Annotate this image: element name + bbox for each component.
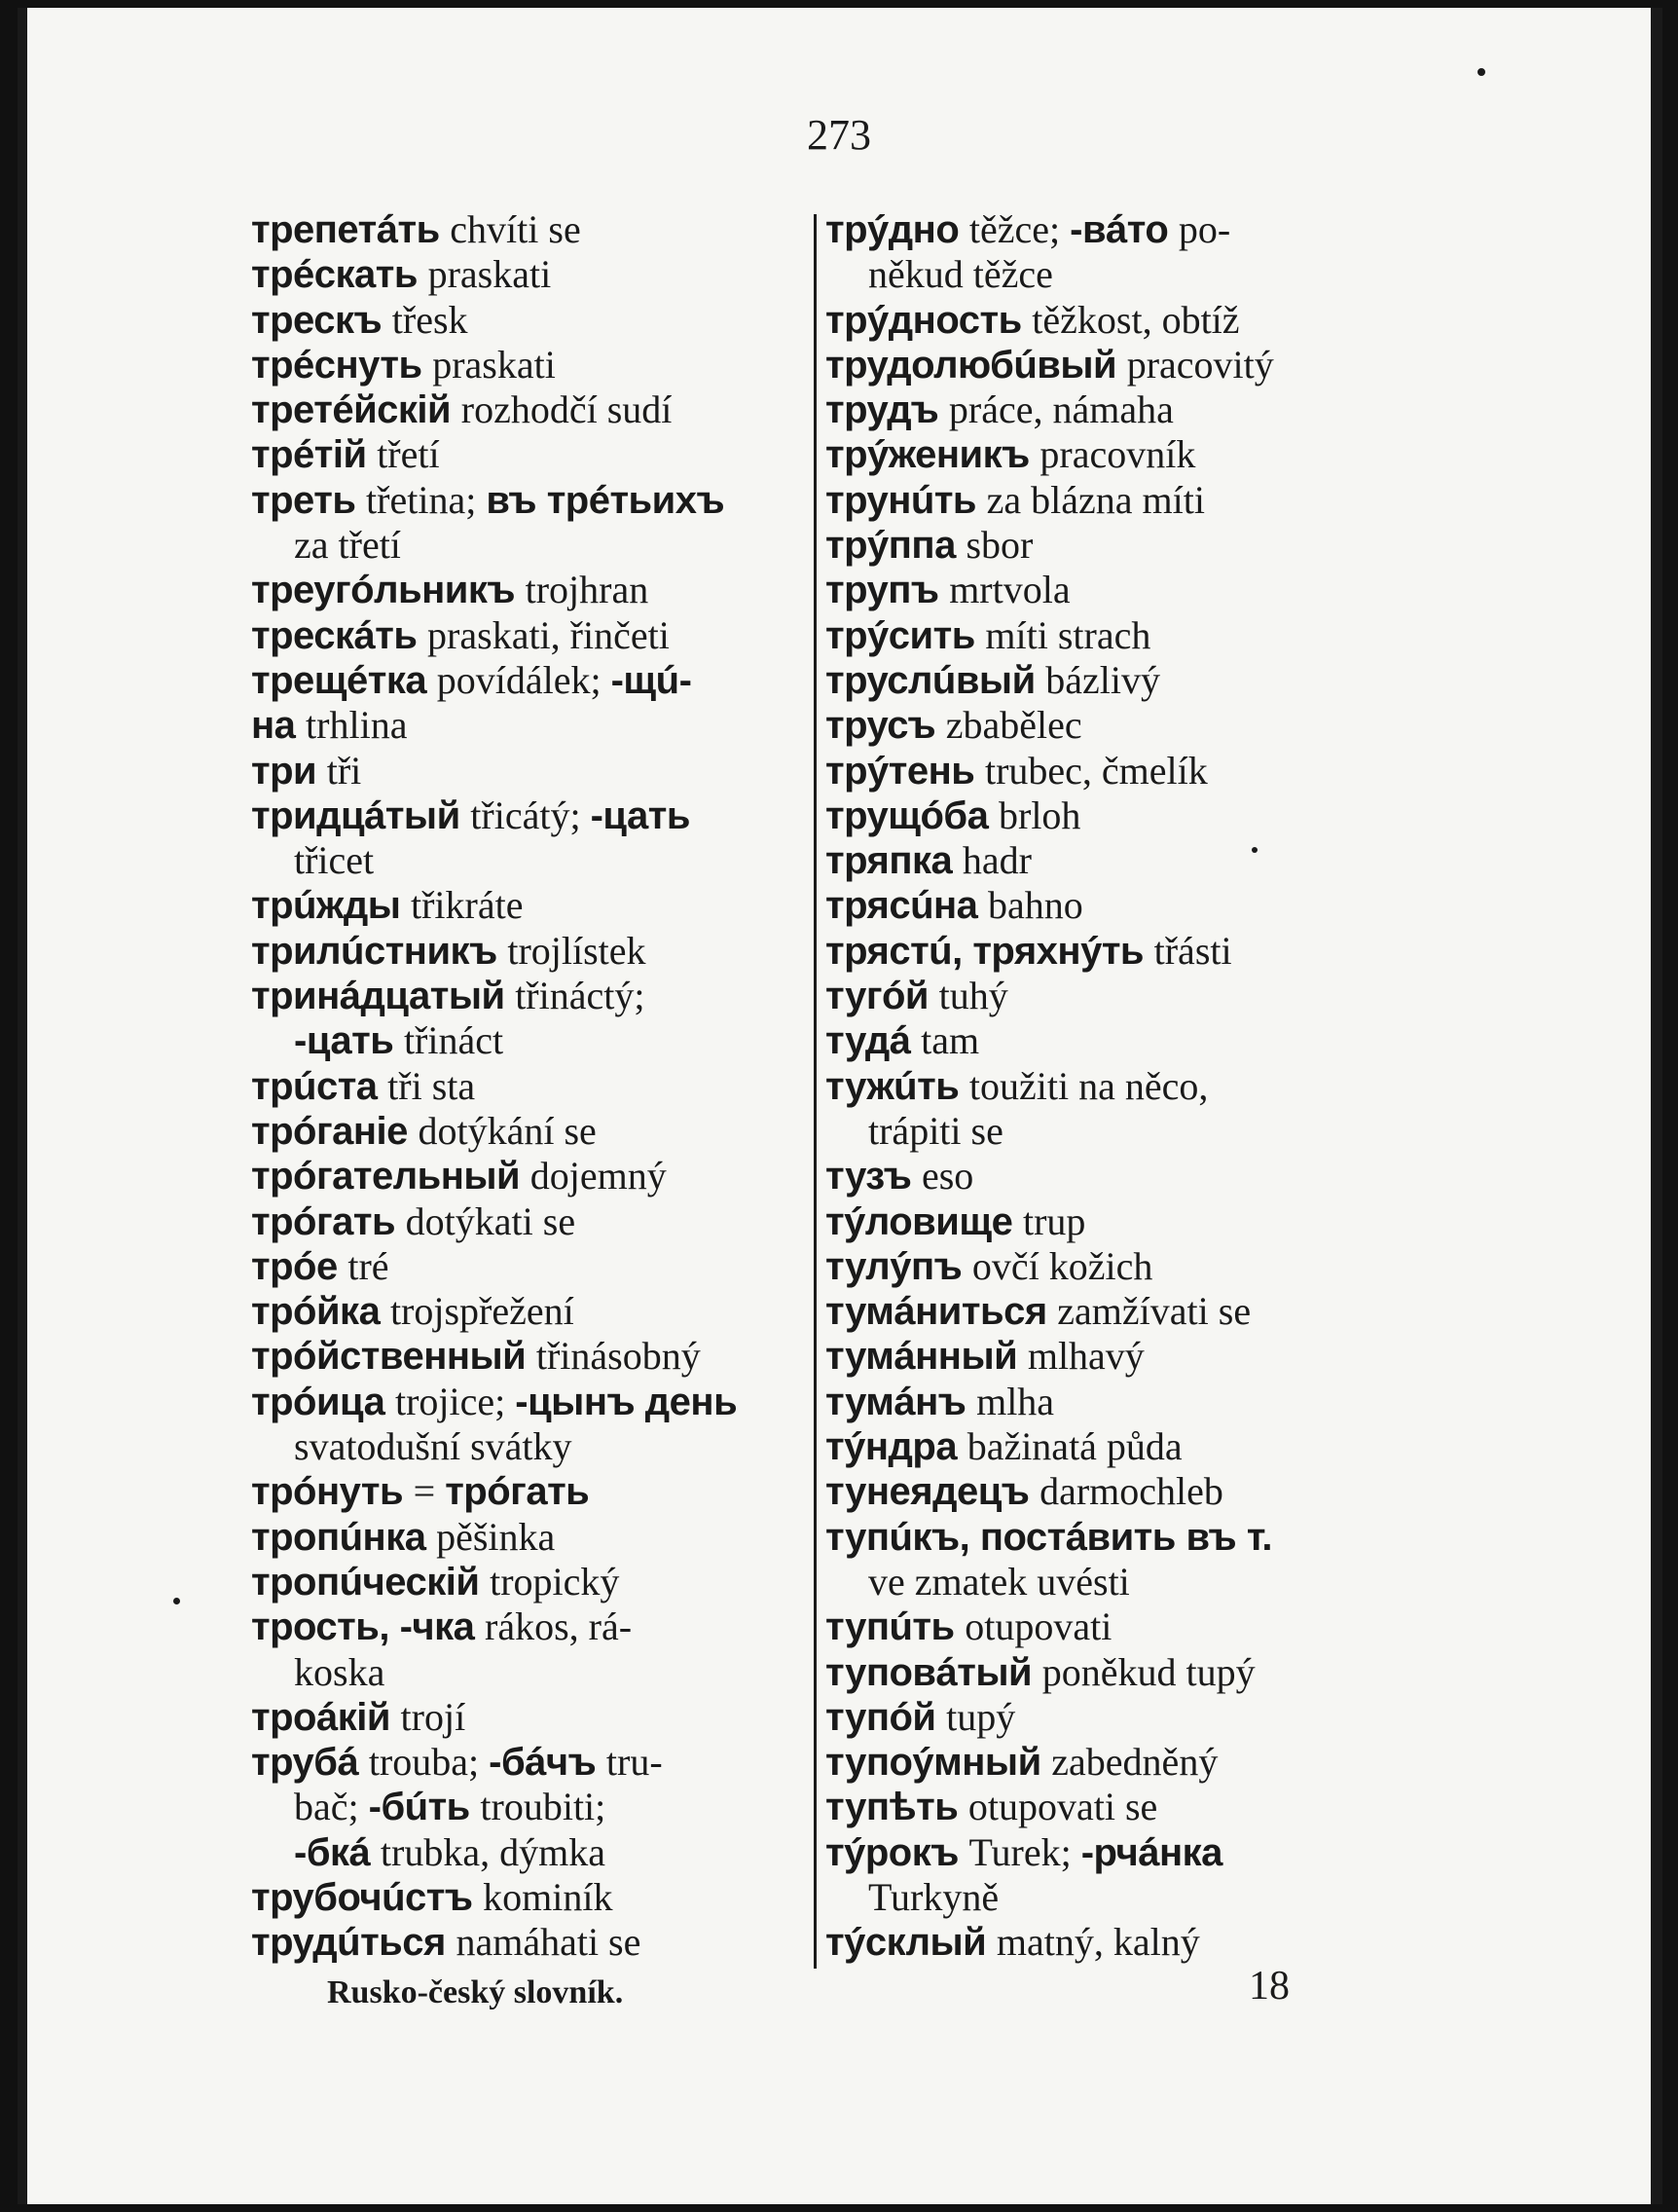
dictionary-entry [251, 883, 825, 928]
dictionary-entry [251, 478, 825, 523]
dictionary-entry [251, 1199, 825, 1244]
dictionary-entry [251, 1740, 825, 1785]
translation: bázlivý [1045, 657, 1161, 702]
translation: trápiti se [868, 1108, 1003, 1153]
headword: тугóй [825, 975, 939, 1018]
headword: трéтій [251, 433, 378, 477]
dictionary-entry [825, 838, 1409, 883]
headword: троáкій [251, 1695, 401, 1739]
headword: тринáдцатый [251, 975, 516, 1018]
dictionary-entry [251, 568, 825, 612]
headword: трýдность [825, 298, 1033, 342]
dictionary-entry [251, 703, 825, 748]
translation: matný, kalný [996, 1920, 1200, 1965]
headword: тупúть [825, 1605, 966, 1649]
translation: tam [921, 1018, 980, 1063]
translation: bahno [988, 883, 1083, 928]
headword: тунеядецъ [825, 1470, 1040, 1514]
entry-continuation [825, 1109, 1409, 1154]
dictionary-entry [251, 1154, 825, 1198]
translation: toužiti na něco, [968, 1063, 1209, 1108]
headword: трóйственный [251, 1335, 536, 1379]
translation: poněkud tupý [1041, 1649, 1256, 1694]
dictionary-entry [251, 929, 825, 974]
dictionary-entry [251, 1380, 825, 1424]
translation: trojí [400, 1694, 466, 1739]
translation: třetí [377, 432, 440, 477]
dictionary-entry [825, 974, 1409, 1018]
headword: трясúна [825, 884, 989, 928]
translation: tuhý [938, 974, 1008, 1018]
dictionary-entry [825, 523, 1409, 568]
headword: -цать [294, 1019, 404, 1063]
dictionary-entry [825, 1424, 1409, 1469]
translation: třikráte [410, 883, 524, 928]
headword: трýженикъ [825, 433, 1040, 477]
dictionary-entry [251, 658, 825, 703]
entry-continuation [251, 1650, 825, 1695]
headword: -цынъ день [515, 1380, 738, 1423]
entry-continuation [825, 252, 1409, 297]
translation: pěšinka [436, 1514, 556, 1559]
entry-continuation [251, 838, 825, 883]
headword: трóйка [251, 1290, 390, 1334]
dictionary-entry [251, 793, 825, 838]
headword: тумáниться [825, 1290, 1058, 1334]
translation: svatodušní svátky [294, 1424, 572, 1469]
headword: трепетáть [251, 208, 451, 251]
entry-continuation [825, 1875, 1409, 1920]
dictionary-entry [825, 1469, 1409, 1514]
entry-continuation [251, 523, 825, 568]
headword: тупоýмный [825, 1741, 1052, 1785]
translation: otupovati se [967, 1785, 1158, 1829]
dictionary-entry [825, 1650, 1409, 1695]
dictionary-entry [251, 613, 825, 658]
translation: třicet [294, 838, 375, 883]
dictionary-entry [825, 1920, 1409, 1965]
translation: Turek; [968, 1829, 1081, 1874]
headword: тридцáтый [251, 793, 471, 837]
dictionary-entry [825, 1244, 1409, 1289]
dictionary-entry [251, 1334, 825, 1379]
headword: на [251, 704, 307, 748]
headword: тужúть [825, 1064, 969, 1108]
headword: трость, -чка [251, 1605, 486, 1649]
headword: тýрокъ [825, 1830, 969, 1874]
translation: kominík [483, 1874, 613, 1919]
translation: trojhran [525, 568, 649, 612]
dictionary-entry [251, 432, 825, 477]
translation: třicátý; [470, 793, 591, 837]
dictionary-entry [825, 1830, 1409, 1875]
headword: трóгать [251, 1199, 406, 1243]
translation: tupý [946, 1694, 1016, 1739]
headword: трóица [251, 1380, 395, 1423]
translation: Turkyně [868, 1874, 1000, 1919]
headword: трúжды [251, 884, 411, 928]
headword: трýтень [825, 749, 985, 793]
headword: тупѣть [825, 1786, 968, 1829]
translation: třinásobný [535, 1334, 701, 1379]
signature-mark: 18 [1249, 1964, 1290, 2009]
headword: трéскать [251, 253, 428, 297]
translation: trojlístek [507, 928, 646, 973]
dictionary-entry [825, 793, 1409, 838]
headword: трóганіе [251, 1109, 419, 1153]
translation: po- [1178, 207, 1231, 251]
headword: трусъ [825, 704, 946, 748]
dictionary-entry [825, 1154, 1409, 1198]
entry-continuation [251, 1830, 825, 1875]
dictionary-page [18, 8, 1662, 2204]
dictionary-entry [825, 883, 1409, 928]
dictionary-entry [251, 1515, 825, 1560]
entry-continuation [825, 1560, 1409, 1604]
headword: -цать [590, 793, 690, 837]
translation: hadr [962, 838, 1032, 883]
headword: въ трéтьихъ [486, 478, 725, 522]
headword: тумáнный [825, 1335, 1028, 1379]
dictionary-entry [825, 568, 1409, 612]
page-number: 273 [807, 111, 871, 159]
translation: povídálek; [436, 657, 611, 702]
translation: praskati, řinčeti [427, 612, 670, 657]
headword: -щú- [610, 658, 692, 702]
dictionary-entry [251, 1920, 825, 1965]
dictionary-entry [825, 207, 1409, 252]
dictionary-entry [825, 749, 1409, 793]
translation: chvíti se [450, 207, 581, 251]
headword: -вáто [1070, 208, 1179, 251]
headword: трилúстникъ [251, 929, 508, 973]
headword: трубá [251, 1741, 369, 1785]
entry-continuation [251, 1785, 825, 1829]
translation: zabedněný [1051, 1740, 1219, 1785]
dictionary-entry [825, 658, 1409, 703]
headword: три [251, 749, 327, 793]
ink-speck [173, 1598, 180, 1604]
headword: тýсклый [825, 1921, 997, 1965]
translation: troubiti; [480, 1785, 606, 1829]
headword: тупúкъ, постáвить въ т. [825, 1515, 1273, 1559]
translation: trhlina [306, 703, 408, 748]
translation: trojspřežení [389, 1289, 574, 1334]
translation: někud těžce [868, 252, 1053, 297]
headword: треугóльникъ [251, 569, 526, 612]
headword: тряпка [825, 839, 963, 883]
dictionary-entry [825, 1334, 1409, 1379]
dictionary-entry [825, 613, 1409, 658]
dictionary-entry [825, 1380, 1409, 1424]
translation: brloh [999, 793, 1081, 837]
translation: třináct [403, 1018, 504, 1063]
translation: těžce; [968, 207, 1071, 251]
translation: eso [921, 1154, 974, 1198]
translation: trubec, čmelík [984, 748, 1208, 793]
dictionary-entry [251, 252, 825, 297]
headword: трóгательный [251, 1155, 530, 1198]
translation: bač; [294, 1785, 369, 1829]
dictionary-entry [825, 929, 1409, 974]
headword: трóгать [445, 1470, 590, 1514]
dictionary-entry [825, 1199, 1409, 1244]
translation: dojemný [529, 1154, 667, 1198]
headword: тузъ [825, 1155, 922, 1198]
headword: трóе [251, 1244, 348, 1288]
translation: = [413, 1469, 446, 1514]
headword: трудъ [825, 388, 949, 432]
headword: трущóба [825, 793, 999, 837]
headword: трýппа [825, 524, 967, 568]
headword: тумáнъ [825, 1380, 977, 1423]
headword: -бúть [368, 1786, 481, 1829]
translation: tři [326, 748, 362, 793]
headword: трéснуть [251, 343, 433, 387]
dictionary-entry [825, 703, 1409, 748]
entry-continuation [251, 1018, 825, 1063]
ink-speck [1252, 847, 1258, 853]
translation: rákos, rá- [485, 1604, 633, 1649]
translation: za blázna míti [986, 477, 1205, 522]
translation: darmochleb [1040, 1469, 1223, 1514]
translation: zbabělec [945, 703, 1082, 748]
translation: trubka, dýmka [380, 1829, 605, 1874]
headword: трúста [251, 1064, 388, 1108]
dictionary-entry [251, 343, 825, 387]
translation: třetina; [366, 477, 487, 522]
translation: trojice; [394, 1379, 516, 1423]
dictionary-entry [251, 974, 825, 1018]
dictionary-entry [251, 1604, 825, 1649]
translation: za třetí [294, 523, 401, 568]
headword: треть [251, 478, 367, 522]
translation: těžkost, obtíž [1032, 297, 1240, 342]
headword: -бкá [294, 1830, 381, 1874]
headword: тýндра [825, 1425, 967, 1469]
ink-speck [1477, 68, 1485, 76]
dictionary-entry [251, 1064, 825, 1109]
translation: tru- [605, 1740, 663, 1785]
dictionary-entry [825, 1785, 1409, 1829]
dictionary-entry [825, 432, 1409, 477]
translation: praskati [432, 342, 556, 387]
headword: труслúвый [825, 658, 1046, 702]
dictionary-entry [251, 1109, 825, 1154]
headword: тýловище [825, 1199, 1023, 1243]
translation: mlha [976, 1379, 1055, 1423]
translation: bažinatá půda [967, 1424, 1183, 1469]
headword: трóнуть [251, 1470, 414, 1514]
dictionary-entry [825, 1064, 1409, 1109]
headword: тропúческій [251, 1560, 491, 1604]
translation: tropický [490, 1559, 620, 1604]
dictionary-entry [251, 387, 825, 432]
translation: ovčí kožich [971, 1243, 1153, 1288]
dictionary-entry [825, 478, 1409, 523]
translation: třesk [391, 297, 468, 342]
headword: трýдно [825, 208, 969, 251]
translation: otupovati [965, 1604, 1113, 1649]
dictionary-entry [825, 1740, 1409, 1785]
dictionary-entry [825, 1604, 1409, 1649]
translation: tři sta [387, 1063, 476, 1108]
translation: ve zmatek uvésti [868, 1559, 1130, 1604]
translation: koska [294, 1649, 385, 1694]
dictionary-entry [251, 1244, 825, 1289]
dictionary-entry [825, 387, 1409, 432]
headword: трястú, тряхнýть [825, 929, 1154, 973]
dictionary-entry [251, 1289, 825, 1334]
translation: pracovitý [1126, 342, 1274, 387]
translation: zamžívati se [1057, 1289, 1252, 1334]
headword: трýсить [825, 613, 986, 657]
translation: tré [347, 1243, 389, 1288]
headword: третéйскій [251, 388, 461, 432]
translation: rozhodčí sudí [460, 387, 673, 432]
translation: práce, námaha [948, 387, 1174, 432]
translation: praskati [427, 252, 552, 297]
dictionary-entry [825, 298, 1409, 343]
headword: трескъ [251, 298, 392, 342]
headword: трубочúстъ [251, 1875, 484, 1919]
dictionary-entry [251, 207, 825, 252]
translation: mrtvola [949, 568, 1071, 612]
headword: трудúться [251, 1921, 456, 1965]
translation: trup [1022, 1198, 1086, 1243]
dictionary-entry [825, 343, 1409, 387]
dictionary-entry [251, 298, 825, 343]
translation: sbor [966, 523, 1034, 568]
headword: трудолюбúвый [825, 343, 1127, 387]
headword: -рчáнка [1080, 1830, 1222, 1874]
dictionary-entry [251, 1469, 825, 1514]
headword: трунúть [825, 478, 987, 522]
translation: míti strach [985, 612, 1151, 657]
translation: trouba; [368, 1740, 490, 1785]
translation: třináctý; [515, 974, 645, 1018]
entry-continuation [251, 1424, 825, 1469]
headword: тулýпъ [825, 1244, 972, 1288]
dictionary-entry [825, 1515, 1409, 1560]
dictionary-entry [251, 1875, 825, 1920]
dictionary-entry [825, 1695, 1409, 1740]
headword: трещéтка [251, 658, 437, 702]
footer-book-title: Rusko-český slovník. [327, 1974, 624, 2010]
translation: třásti [1153, 928, 1232, 973]
dictionary-entry [251, 1695, 825, 1740]
headword: трупъ [825, 569, 950, 612]
translation: mlhavý [1027, 1334, 1145, 1379]
headword: трескáть [251, 613, 428, 657]
headword: туповáтый [825, 1650, 1042, 1694]
dictionary-entry [251, 749, 825, 793]
headword: тупóй [825, 1695, 947, 1739]
dictionary-entry [825, 1018, 1409, 1063]
headword: тропúнка [251, 1515, 437, 1559]
headword: тудá [825, 1019, 922, 1063]
dictionary-entry [251, 1560, 825, 1604]
translation: namáhati se [456, 1920, 641, 1965]
translation: dotýkání se [418, 1108, 597, 1153]
translation: dotýkati se [405, 1198, 576, 1243]
dictionary-entry [825, 1289, 1409, 1334]
headword: -бáчъ [489, 1741, 606, 1785]
right-column [825, 207, 1409, 1966]
left-column [251, 207, 825, 1966]
translation: pracovník [1040, 432, 1196, 477]
